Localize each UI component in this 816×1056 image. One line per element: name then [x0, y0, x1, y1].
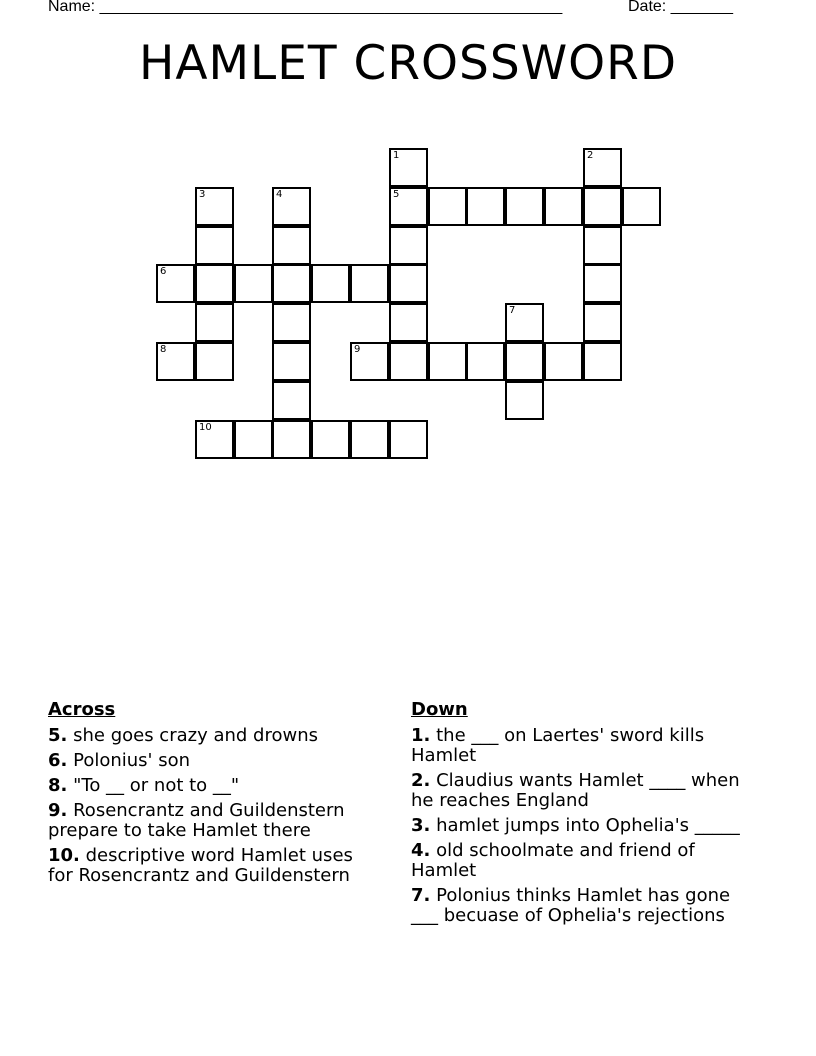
clue-number-label: 2 — [587, 150, 594, 161]
grid-cell[interactable] — [311, 420, 350, 459]
grid-cell[interactable] — [389, 420, 428, 459]
grid-cell[interactable] — [583, 148, 622, 187]
grid-cell[interactable] — [505, 187, 544, 226]
clue-across-6 — [48, 751, 378, 771]
grid-cell[interactable] — [389, 303, 428, 342]
clue-number: 10. — [48, 845, 80, 866]
grid-cell[interactable] — [195, 420, 234, 459]
clue-across-5 — [48, 726, 378, 746]
grid-cell[interactable] — [389, 342, 428, 381]
grid-cell[interactable] — [195, 264, 234, 303]
grid-cell[interactable] — [389, 148, 428, 187]
clue-text: Polonius' son — [73, 750, 191, 771]
clue-down-1 — [411, 726, 756, 766]
grid-cell[interactable] — [195, 303, 234, 342]
clue-number: 9. — [48, 800, 68, 821]
clue-number: 7. — [411, 885, 431, 906]
clue-number-label: 4 — [276, 189, 283, 200]
clue-number-label: 10 — [199, 422, 212, 433]
grid-cell[interactable] — [350, 342, 389, 381]
clue-down-4 — [411, 841, 756, 881]
grid-cell[interactable] — [428, 342, 467, 381]
clue-down-3 — [411, 816, 756, 836]
grid-cell[interactable] — [466, 342, 505, 381]
down-heading: Down — [411, 699, 468, 720]
clue-number-label: 6 — [160, 266, 167, 277]
clue-number: 1. — [411, 725, 431, 746]
grid-cell[interactable] — [583, 303, 622, 342]
grid-cell[interactable] — [272, 420, 311, 459]
grid-cell[interactable] — [583, 264, 622, 303]
grid-cell[interactable] — [583, 187, 622, 226]
clue-number: 2. — [411, 770, 431, 791]
across-heading: Across — [48, 699, 116, 720]
clue-text: Rosencrantz and Guildenstern prepare to take Hamlet there — [48, 800, 345, 841]
grid-cell[interactable] — [234, 420, 273, 459]
clue-text: Polonius thinks Hamlet has gone ___ becuase of Ophelia's rejections — [411, 885, 731, 926]
clue-down-7 — [411, 886, 756, 926]
grid-cell[interactable] — [466, 187, 505, 226]
grid-cell[interactable] — [428, 187, 467, 226]
clue-number-label: 9 — [354, 344, 361, 355]
grid-cell[interactable] — [195, 342, 234, 381]
grid-cell[interactable] — [272, 342, 311, 381]
clue-down-2 — [411, 771, 756, 811]
grid-cell[interactable] — [505, 342, 544, 381]
grid-cell[interactable] — [544, 342, 583, 381]
grid-cell[interactable] — [350, 420, 389, 459]
clue-number: 5. — [48, 725, 68, 746]
clue-text: Claudius wants Hamlet ____ when he reaches England — [411, 770, 740, 811]
clue-text: descriptive word Hamlet uses for Rosencrantz and Guildenstern — [48, 845, 353, 886]
clue-number-label: 1 — [393, 150, 400, 161]
grid-cell[interactable] — [234, 264, 273, 303]
grid-cell[interactable] — [389, 264, 428, 303]
down-clues — [411, 700, 756, 931]
clue-text: old schoolmate and friend of Hamlet — [411, 840, 695, 881]
grid-cell[interactable] — [622, 187, 661, 226]
grid-cell[interactable] — [272, 303, 311, 342]
page-title: HAMLET CROSSWORD — [138, 36, 678, 91]
clue-across-9 — [48, 801, 378, 841]
clue-number-label: 3 — [199, 189, 206, 200]
name-field[interactable]: Name: ____________________________________________________ — [48, 0, 563, 15]
grid-cell[interactable] — [505, 303, 544, 342]
clue-text: "To __ or not to __" — [73, 775, 240, 796]
grid-cell[interactable] — [272, 187, 311, 226]
grid-cell[interactable] — [156, 342, 195, 381]
grid-cell[interactable] — [195, 187, 234, 226]
grid-cell[interactable] — [505, 381, 544, 420]
grid-cell[interactable] — [350, 264, 389, 303]
grid-cell[interactable] — [544, 187, 583, 226]
clue-number: 8. — [48, 775, 68, 796]
grid-cell[interactable] — [389, 226, 428, 265]
grid-cell[interactable] — [389, 187, 428, 226]
grid-cell[interactable] — [583, 342, 622, 381]
grid-cell[interactable] — [311, 264, 350, 303]
clue-number-label: 8 — [160, 344, 167, 355]
grid-cell[interactable] — [156, 264, 195, 303]
date-field[interactable]: Date: _______ — [628, 0, 733, 15]
clue-number-label: 5 — [393, 189, 400, 200]
grid-cell[interactable] — [272, 381, 311, 420]
crossword-grid — [0, 0, 816, 470]
clue-text: the ___ on Laertes' sword kills Hamlet — [411, 725, 705, 766]
grid-cell[interactable] — [272, 264, 311, 303]
clue-across-8 — [48, 776, 378, 796]
clue-text: she goes crazy and drowns — [73, 725, 318, 746]
clue-number: 3. — [411, 815, 431, 836]
clue-number-label: 7 — [509, 305, 516, 316]
grid-cell[interactable] — [583, 226, 622, 265]
clue-across-10 — [48, 846, 378, 886]
grid-cell[interactable] — [195, 226, 234, 265]
across-clues — [48, 700, 378, 891]
grid-cell[interactable] — [272, 226, 311, 265]
clue-text: hamlet jumps into Ophelia's _____ — [436, 815, 740, 836]
clue-number: 4. — [411, 840, 431, 861]
clue-number: 6. — [48, 750, 68, 771]
